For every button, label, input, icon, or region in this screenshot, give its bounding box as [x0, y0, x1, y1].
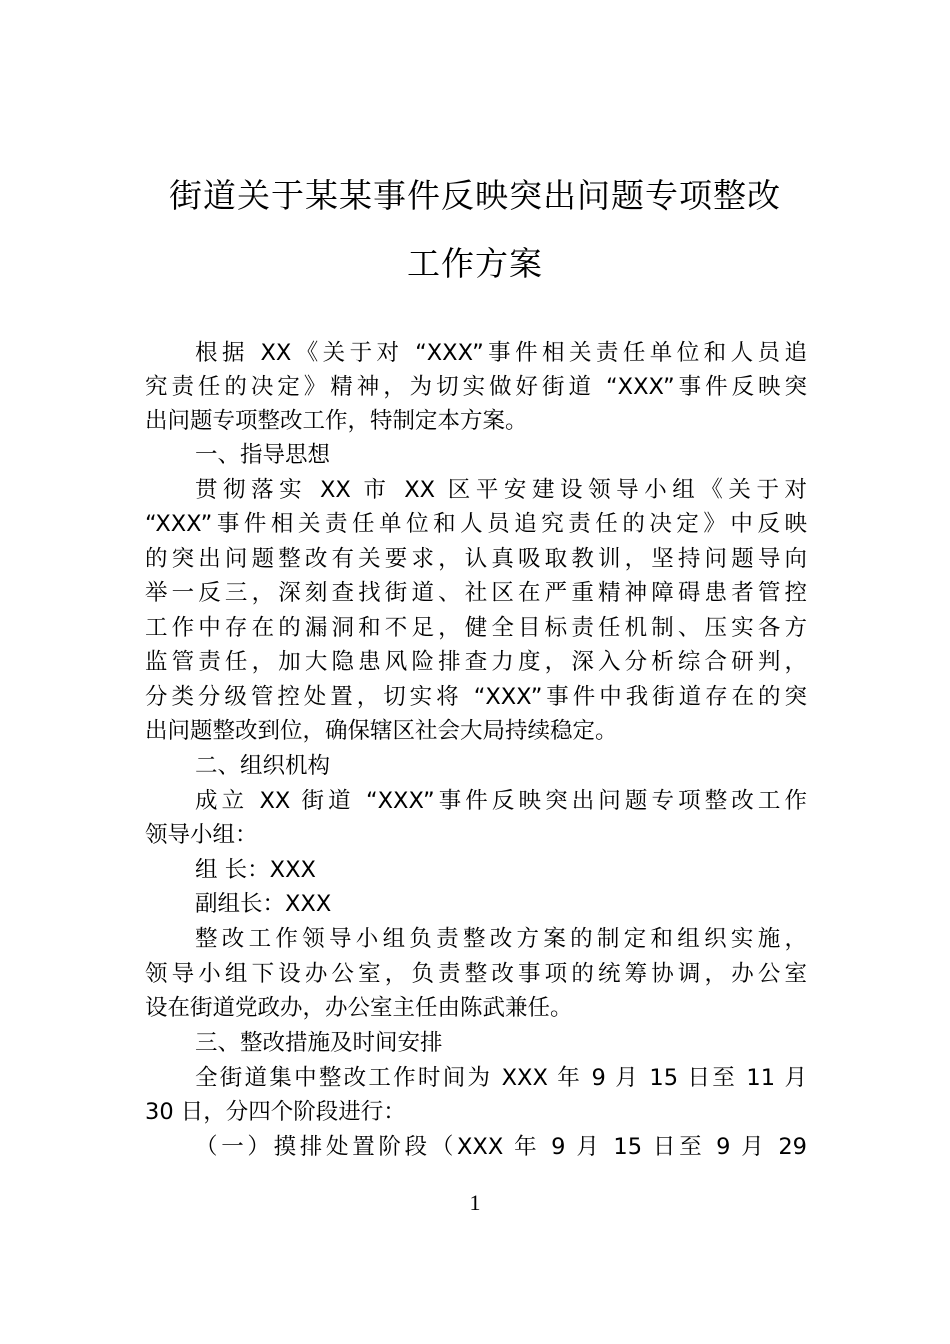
paragraph-office-line-3: 设在街道党政办，办公室主任由陈武兼任。 [145, 995, 573, 1021]
paragraph-organization-line-2: 领导小组： [145, 822, 258, 848]
paragraph-guiding-line-7: 分类分级管控处置，切实将 “XXX”事件中我街道存在的突 [145, 684, 807, 710]
paragraph-organization-line-1: 成立 XX 街道 “XXX”事件反映突出问题专项整改工作 [195, 788, 807, 814]
subsection-heading-phase-1: （一）摸排处置阶段（XXX 年 9 月 15 日至 9 月 29 [195, 1134, 807, 1160]
paragraph-guiding-line-5: 工作中存在的漏洞和不足，健全目标责任机制、压实各方 [145, 615, 807, 641]
paragraph-intro-line-3: 出问题专项整改工作，特制定本方案。 [145, 408, 528, 434]
paragraph-guiding-line-6: 监管责任，加大隐患风险排查力度，深入分析综合研判， [145, 649, 807, 675]
document-title-line-1: 街道关于某某事件反映突出问题专项整改 [169, 176, 781, 215]
paragraph-schedule-line-2: 30 日，分四个阶段进行： [145, 1099, 406, 1125]
paragraph-guiding-line-3: 的突出问题整改有关要求，认真吸取教训，坚持问题导向 [145, 546, 807, 572]
section-heading-organization: 二、组织机构 [195, 753, 331, 779]
paragraph-office-line-2: 领导小组下设办公室，负责整改事项的统筹协调，办公室 [145, 961, 807, 987]
page-number: 1 [469, 1190, 481, 1215]
deputy-group-leader-line: 副组长：XXX [195, 891, 332, 917]
section-heading-measures: 三、整改措施及时间安排 [195, 1030, 443, 1056]
paragraph-guiding-line-4: 举一反三，深刻查找街道、社区在严重精神障碍患者管控 [145, 580, 807, 606]
paragraph-intro-line-1: 根据 XX《关于对 “XXX”事件相关责任单位和人员追 [195, 340, 807, 366]
document-title-line-2: 工作方案 [407, 244, 543, 283]
section-heading-guiding-ideology: 一、指导思想 [195, 442, 331, 468]
group-leader-line: 组 长：XXX [195, 857, 316, 883]
paragraph-guiding-line-2: “XXX”事件相关责任单位和人员追究责任的决定》中反映 [145, 511, 807, 537]
paragraph-guiding-line-1: 贯彻落实 XX 市 XX 区平安建设领导小组《关于对 [195, 477, 807, 503]
paragraph-intro-line-2: 究责任的决定》精神，为切实做好街道 “XXX”事件反映突 [145, 374, 807, 400]
paragraph-office-line-1: 整改工作领导小组负责整改方案的制定和组织实施， [195, 926, 807, 952]
paragraph-guiding-line-8: 出问题整改到位，确保辖区社会大局持续稳定。 [145, 718, 618, 744]
paragraph-schedule-line-1: 全街道集中整改工作时间为 XXX 年 9 月 15 日至 11 月 [195, 1065, 807, 1091]
